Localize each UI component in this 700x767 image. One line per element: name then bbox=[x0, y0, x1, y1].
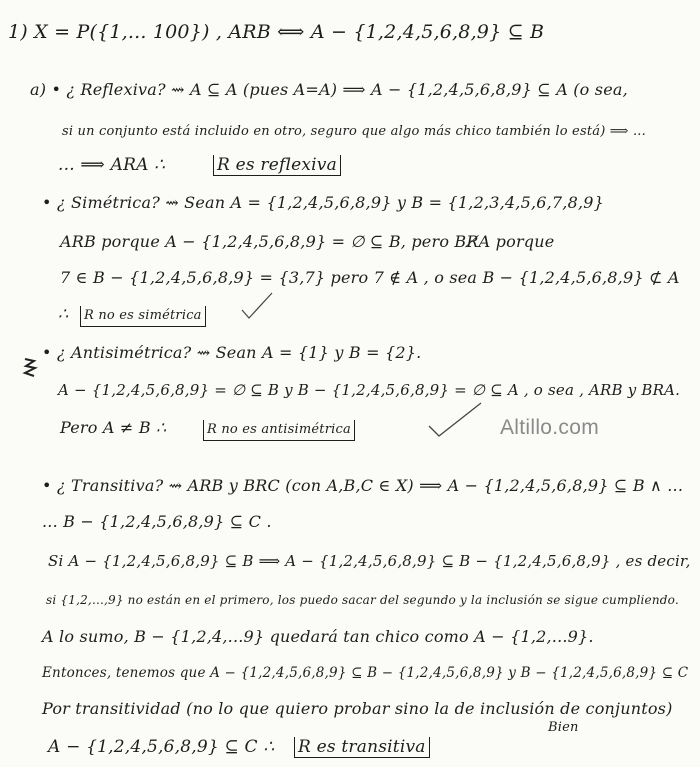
transitive-conclusion-lead: A − {1,2,4,5,6,8,9} ⊆ C ∴ bbox=[48, 737, 275, 757]
antisymmetric-question: • ¿ Antisimétrica? ⇝ Sean A = {1} y B = {2}. bbox=[42, 343, 422, 362]
transitive-step-1: Si A − {1,2,4,5,6,8,9} ⊆ B ⟹ A − {1,2,4,5,6,8,9} ⊆ B − {1,2,4,5,6,8,9} , es decir, bbox=[48, 552, 691, 570]
teacher-note: Bien bbox=[548, 720, 579, 735]
antisymmetric-conclusion-box: R no es antisimétrica bbox=[203, 420, 355, 441]
reflexive-conclusion-lead: ... ⟹ ARA ∴ bbox=[58, 155, 166, 175]
antisymmetric-conclusion-lead: Pero A ≠ B ∴ bbox=[60, 418, 167, 437]
transitive-step-2: si {1,2,...,9} no están en el primero, los puedo sacar del segundo y la inclusión se sigue cumpliendo. bbox=[46, 593, 679, 607]
symmetric-question: • ¿ Simétrica? ⇝ Sean A = {1,2,4,5,6,8,9} y B = {1,2,3,4,5,6,7,8,9} bbox=[42, 193, 604, 212]
reflexive-conclusion-box: R es reflexiva bbox=[213, 155, 341, 176]
symmetric-conclusion-box: R no es simétrica bbox=[80, 306, 206, 327]
reflexive-explanation: si un conjunto está incluido en otro, seguro que algo más chico también lo está) ⟹ ... bbox=[62, 124, 646, 139]
transitive-conclusion-box: R es transitiva bbox=[294, 737, 430, 758]
symmetric-argument: 7 ∈ B − {1,2,4,5,6,8,9} = {3,7} pero 7 ∉ A , o sea B − {1,2,4,5,6,8,9} ⊄ A bbox=[60, 268, 680, 287]
teacher-check-icon bbox=[425, 400, 485, 438]
symmetric-counterexample: ARB porque A − {1,2,4,5,6,8,9} = ∅ ⊆ B, pero BR̸A porque bbox=[60, 232, 555, 251]
transitive-hypothesis: ... B − {1,2,4,5,6,8,9} ⊆ C . bbox=[42, 512, 272, 531]
transitive-question: • ¿ Transitiva? ⇝ ARB y BRC (con A,B,C ∈ X) ⟹ A − {1,2,4,5,6,8,9} ⊆ B ∧ ... bbox=[42, 476, 684, 495]
symmetric-therefore-symbol: ∴ bbox=[58, 304, 69, 323]
transitive-step-4: Entonces, tenemos que A − {1,2,4,5,6,8,9} ⊆ B − {1,2,4,5,6,8,9} y B − {1,2,4,5,6,8,9} ⊆ C bbox=[42, 665, 689, 681]
transitive-step-3: A lo sumo, B − {1,2,4,...9} quedará tan chico como A − {1,2,...9}. bbox=[42, 627, 594, 646]
scribble-mark-icon bbox=[22, 357, 38, 379]
antisymmetric-argument: A − {1,2,4,5,6,8,9} = ∅ ⊆ B y B − {1,2,4,5,6,8,9} = ∅ ⊆ A , o sea , ARB y BRA. bbox=[58, 381, 681, 399]
reflexive-question: a) • ¿ Reflexiva? ⇝ A ⊆ A (pues A=A) ⟹ A − {1,2,4,5,6,8,9} ⊆ A (o sea, bbox=[30, 80, 628, 99]
teacher-check-icon bbox=[240, 290, 274, 320]
watermark: Altillo.com bbox=[500, 416, 599, 439]
transitive-step-5: Por transitividad (no lo que quiero probar sino la de inclusión de conjuntos) bbox=[42, 699, 673, 718]
exercise-statement: 1) X = P({1,... 100}) , ARB ⟺ A − {1,2,4,5,6,8,9} ⊆ B bbox=[8, 21, 545, 43]
